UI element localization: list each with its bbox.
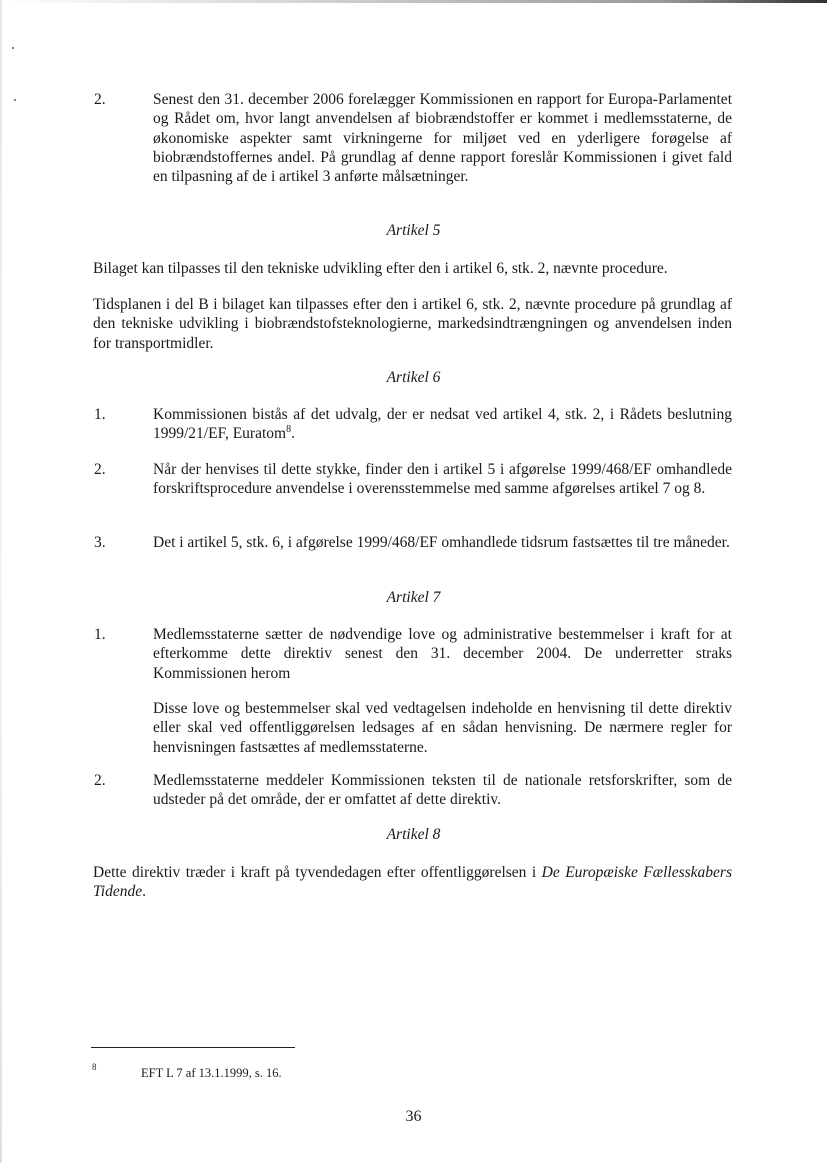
- scan-speck: [14, 99, 16, 101]
- article7-item1-text-continued: Disse love og bestemmelser skal ved vedtagelsen indeholde en henvisning til dette direktiv eller skal ved offentliggørelsen ledsages af en sådan henvisning. De nærmere regler for henvisningen fastsættes af medlemsstaterne.: [153, 700, 732, 756]
- article5-paragraph-1: Bilaget kan tilpasses til den tekniske udvikling efter den i artikel 6, stk. 2, nævnte procedure.: [93, 260, 668, 277]
- article7-item1-number: 1.: [94, 626, 106, 643]
- scan-left-edge: [0, 0, 2, 1163]
- article7-heading: Artikel 7: [386, 589, 441, 606]
- article6-heading: Artikel 6: [386, 369, 441, 386]
- footnote-reference: 8: [286, 424, 292, 436]
- article6-item1-text: Kommissionen bistås af det udvalg, der er nedsat ved artikel 4, stk. 2, i Rådets beslutning 1999/21/EF, Euratom$^8$.: [153, 406, 732, 443]
- page-number: 36: [405, 1108, 422, 1125]
- footnote-mark: 8: [92, 1062, 97, 1072]
- footnote-separator: [91, 1047, 295, 1048]
- footnote-text: EFT L 7 af 13.1.1999, s. 16.: [141, 1066, 282, 1080]
- article4-item2-text: Senest den 31. december 2006 forelægger Kommissionen en rapport for Europa-Parlamentet og Rådet om, hvor langt anvendelsen af biobrændstoffer er kommet i medlemsstaterne, de økonomiske aspekter samt virkningerne for miljøet ved en yderligere forøgelse af biobrændstoffernes andel. På grundlag af denne rapport foreslår Kommissionen i givet fald en tilpasning af de i artikel 3 anførte målsætninger.: [153, 91, 732, 186]
- article7-item2-text: Medlemsstaterne meddeler Kommissionen teksten til de nationale retsforskrifter, som de udsteder på det område, der er omfattet af dette direktiv.: [153, 772, 732, 809]
- article4-item2-number: 2.: [94, 91, 106, 108]
- journal-title: De Europæiske Fællesskabers Tidende: [93, 864, 732, 901]
- article7-item1-text: Medlemsstaterne sætter de nødvendige love og administrative bestemmelser i kraft for at efterkomme dette direktiv senest den 31. december 2004. De underretter straks Kommissionen herom: [153, 626, 732, 682]
- scan-speck: [12, 47, 14, 49]
- article6-item3-number: 3.: [94, 534, 106, 551]
- article5-paragraph-2: Tidsplanen i del B i bilaget kan tilpasses efter den i artikel 6, stk. 2, nævnte procedure på grundlag af den tekniske udvikling i biobrændstofsteknologierne, markedsindtrængningen og anvendelsen inden for transportmidler.: [93, 296, 732, 352]
- article6-item1-number: 1.: [94, 406, 106, 423]
- article7-item2-number: 2.: [94, 772, 106, 789]
- article8-heading: Artikel 8: [386, 826, 441, 843]
- scan-top-edge: [0, 0, 827, 3]
- article6-item3-text: Det i artikel 5, stk. 6, i afgørelse 1999/468/EF omhandlede tidsrum fastsættes til tre måneder.: [153, 534, 730, 551]
- article6-item2-text: Når der henvises til dette stykke, finder den i artikel 5 i afgørelse 1999/468/EF omhandlede forskriftsprocedure anvendelse i overensstemmelse med samme afgørelses artikel 7 og 8.: [153, 461, 732, 498]
- article6-item2-number: 2.: [94, 461, 106, 478]
- article5-heading: Artikel 5: [386, 222, 441, 239]
- article8-text: Dette direktiv træder i kraft på tyvendedagen efter offentliggørelsen i De Europæiske Fællesskabers Tidende.: [93, 864, 732, 901]
